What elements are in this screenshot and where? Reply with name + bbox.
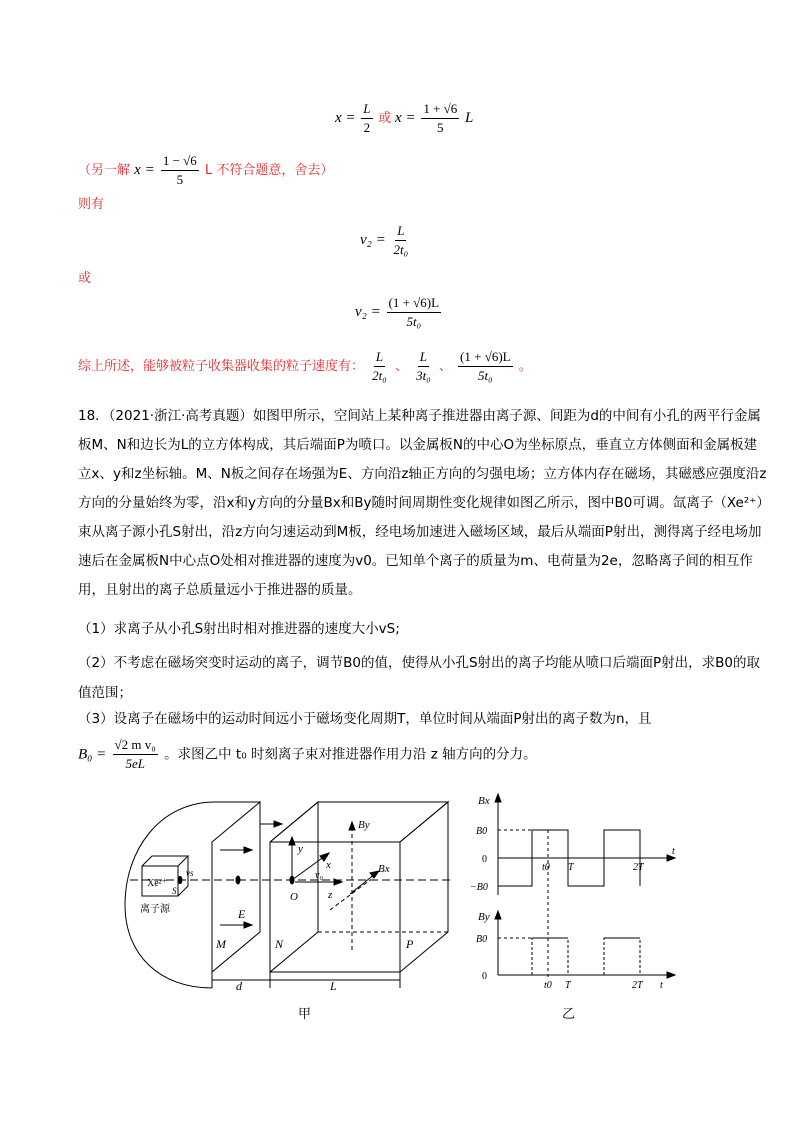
yi-t-bottom: t (660, 980, 663, 991)
then-label: 则有 (78, 197, 105, 212)
question-3-part-a: （3）设离子在磁场中的运动时间远小于磁场变化周期T，单位时间从端面P射出的离子数为n，且 (78, 711, 652, 727)
yi-zero-bottom: 0 (482, 971, 487, 982)
yi-2T-bottom: 2T (632, 980, 643, 991)
yi-b0-top: B0 (476, 826, 488, 837)
label-Bx: Bx (378, 863, 390, 875)
by-waveform (532, 938, 568, 975)
label-z: z (328, 889, 333, 901)
equation-x-solutions: x = $\frac{L}{2}$ 或 x = $\frac{1 + √6}{5}$ L (335, 101, 474, 135)
equation-v2-b: v₂ = $\frac{(1 + √6)L}{\text{5t₀}}$ (355, 295, 440, 329)
yi-zero-top: 0 (482, 854, 487, 865)
summary-line: 综上所述，能够被粒子收集器收集的粒子速度有： $\frac{L}{\text{2t₀}}$ 、 $\frac{L}{\text{3t₀}}$ 、 $\frac{(1 + √6)L}{\text{5t₀}}$ 。 (78, 349, 532, 383)
question-3-part-b: B₀ = $\frac{\text{√2 m v₀}}{5eL}$ 。求图乙中 t₀ 时刻离子束对推进器作用力沿 z 轴方向的分力。 (78, 737, 537, 771)
yi-b0-bottom: B0 (476, 934, 488, 945)
label-ion: Xe²⁺ (147, 878, 167, 889)
question-2: （2）不考虑在磁场突变时运动的离子，调节B0的值，使得从小孔S射出的离子均能从喷口后端面P射出，求B0的取值范围； (78, 655, 760, 701)
label-d: d (236, 979, 242, 993)
equation-v2-a: v₂ = $\frac{L}{\text{2t₀}}$ (360, 223, 409, 257)
label-P: P (406, 937, 414, 951)
caption-jia: 甲 (298, 1006, 312, 1021)
yi-by-axis: By (478, 911, 490, 923)
label-N: N (275, 937, 284, 951)
yi-t0-top: t0 (542, 862, 550, 873)
source-envelope-arc (125, 802, 215, 988)
figure-yi (470, 790, 690, 1030)
label-S: S (172, 886, 177, 896)
label-vs: vs (186, 868, 194, 878)
yi-t-top: t (672, 846, 675, 857)
yi-t0-bottom: t0 (544, 980, 552, 991)
label-v0: v₀ (315, 870, 323, 881)
label-By: By (358, 819, 370, 831)
caption-yi: 乙 (562, 1006, 576, 1021)
problem-statement: 18．（2021·浙江·高考真题）如图甲所示，空间站上某种离子推进器由离子源、间距为d的中间有小孔的两平行金属板M、N和边长为L的立方体构成，其后端面P为喷口。以金属板N的中心O为坐标原点，垂直立方体侧面和金属板建立x、y和z坐标轴。M、N板之间存在场强为E、方向沿z轴正方向的匀强电场；立方体内存在磁场，其磁感应强度沿z方向的分量始终为零，沿x和y方向的分量Bx和By随时间周期性变化规律如图乙所示，图中B0可调。氙离子（Xe²⁺）束从离子源小孔S射出，沿z方向匀速运动到M板，经电场加速进入磁场区域，最后从端面P射出，测得离子经电场加速后在金属板N中心点O处相对推进器的速度为v0。已知单个离子的质量为m、电荷量为2e，忽略离子间的相互作用，且射出的离子总质量远小于推进器的质量。 (78, 408, 767, 598)
cube-front (270, 842, 400, 972)
figure-jia (120, 790, 460, 1030)
question-1: （1）求离子从小孔S射出时相对推进器的速度大小vS; (78, 621, 400, 637)
label-L: L (330, 979, 337, 993)
rejected-solution-note: （另一解 x = $\frac{1 - √6}{5}$ L 不符合题意，舍去） (78, 153, 334, 187)
label-M: M (216, 937, 226, 951)
yi-bx-axis: Bx (478, 795, 490, 807)
label-y: y (298, 843, 303, 855)
label-source: 离子源 (140, 904, 170, 915)
label-x: x (326, 859, 331, 871)
yi-negb0: −B0 (470, 882, 488, 893)
or-label: 或 (78, 271, 92, 286)
label-O: O (290, 891, 298, 903)
yi-T-top: T (568, 862, 574, 873)
yi-T-bottom: T (565, 980, 571, 991)
label-E: E (238, 907, 246, 921)
yi-2T-top: 2T (633, 862, 644, 873)
